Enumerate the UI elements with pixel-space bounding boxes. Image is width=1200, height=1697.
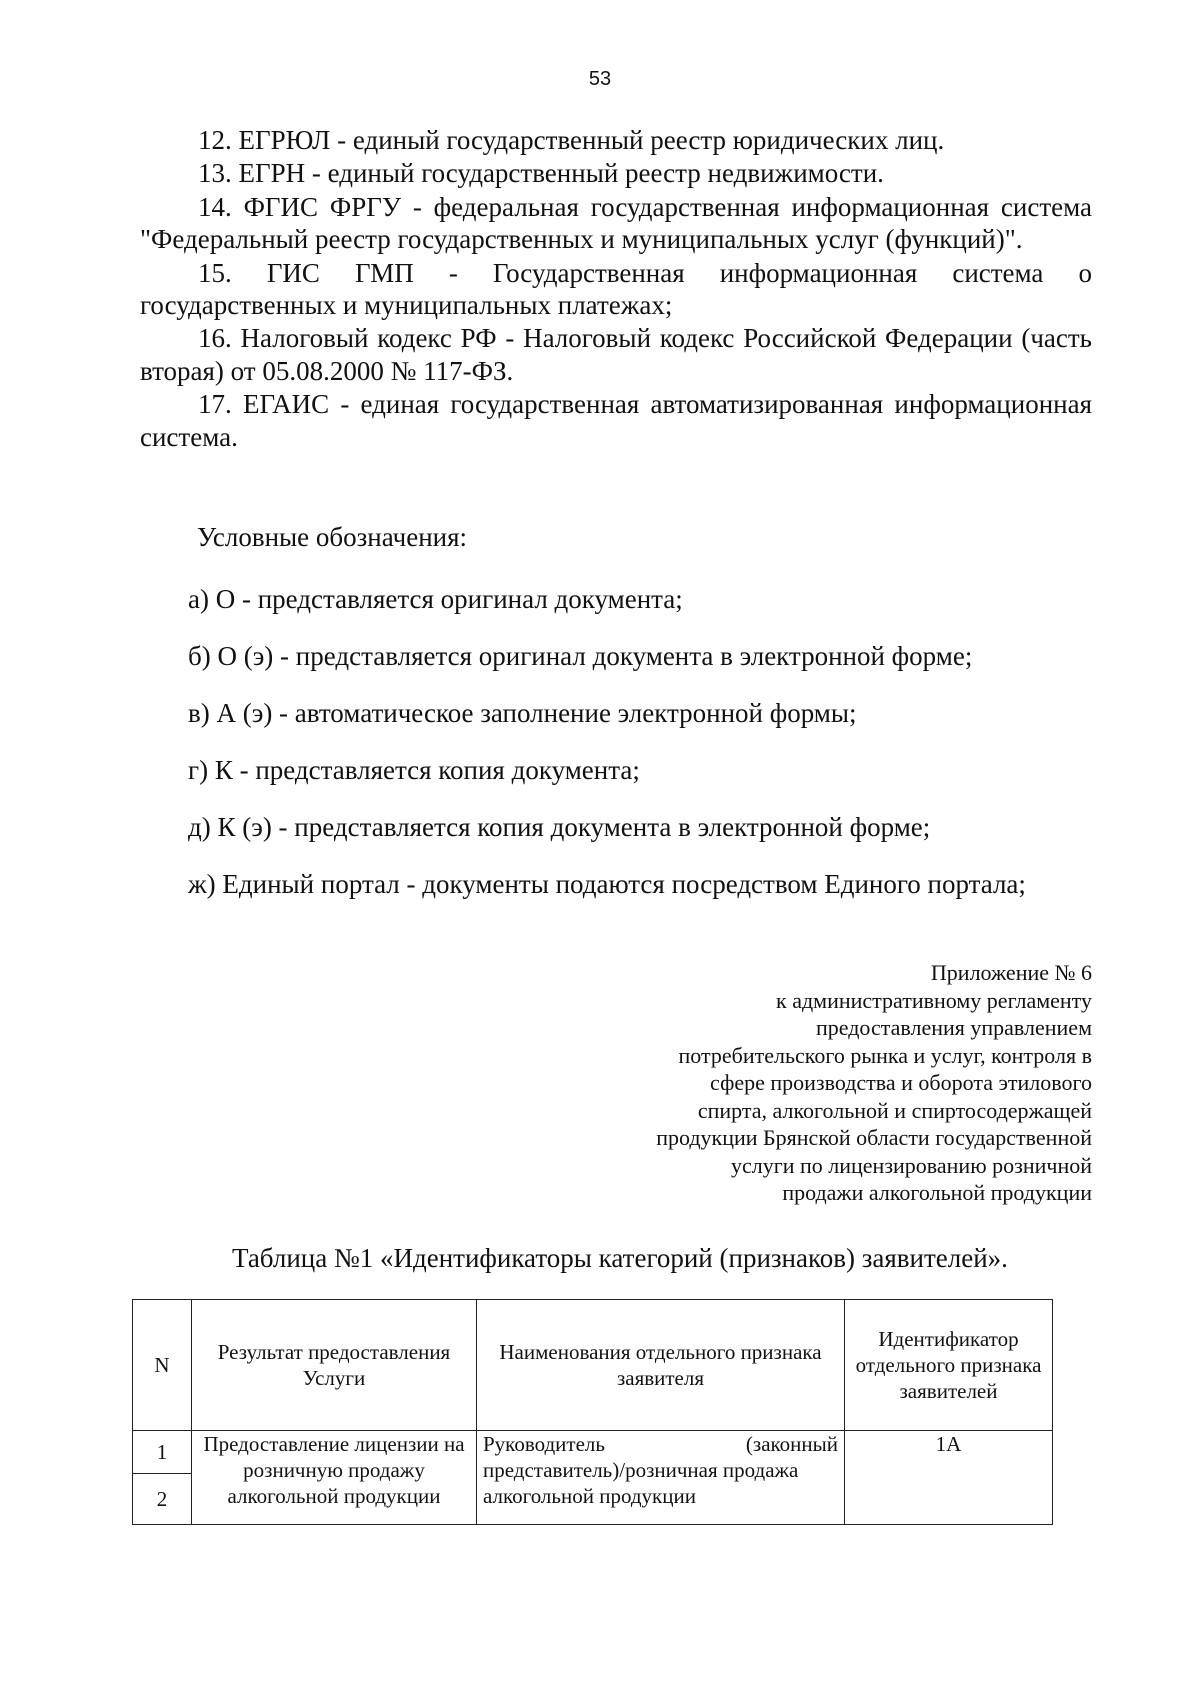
legend-item: ж) Единый портал - документы подаются посредством Единого портала; <box>188 869 1026 899</box>
legend-list <box>188 584 1026 926</box>
cell-identifier: 1А <box>845 1431 1053 1525</box>
abbreviation-16: 16. Налоговый кодекс РФ - Налоговый кодекс Российской Федерации (часть вторая) от 05.08.2000 № 117-ФЗ. <box>140 323 1092 386</box>
row-number-1: 1 <box>133 1431 192 1474</box>
cell-applicant-name-first-line <box>483 1431 838 1457</box>
abbreviation-14: 14. ФГИС ФРГУ - федеральная государственная информационная система "Федеральный реестр государственных и муниципальных услуг (функций)". <box>140 191 1092 255</box>
header-result: Результат предоставления Услуги <box>192 1300 477 1431</box>
table-header-row <box>133 1300 1053 1431</box>
abbreviations-list <box>140 124 1092 454</box>
appendix-note <box>572 959 1092 1207</box>
cell-applicant-name <box>477 1431 845 1525</box>
appendix-line: продажи алкогольной продукции <box>782 1180 1092 1205</box>
abbreviation-13: 13. ЕГРН - единый государственный реестр недвижимости. <box>198 158 884 189</box>
appendix-line: сфере производства и оборота этилового <box>710 1070 1092 1095</box>
row-number-2: 2 <box>133 1474 192 1525</box>
cell-applicant-word: (законный <box>745 1432 838 1456</box>
identifiers-table <box>132 1299 1053 1525</box>
appendix-line: продукции Брянской области государственной <box>656 1125 1092 1150</box>
cell-result: Предоставление лицензии на розничную продажу алкогольной продукции <box>192 1431 477 1525</box>
legend-item: а) О - представляется оригинал документа; <box>188 584 683 614</box>
page-number: 53 <box>588 68 612 90</box>
header-n: N <box>133 1300 192 1431</box>
legend-item: г) К - представляется копия документа; <box>188 755 640 785</box>
abbreviation-15: 15. ГИС ГМП - Государственная информационная система о государственных и муниципальных платежах; <box>140 257 1092 320</box>
appendix-line: спирта, алкогольной и спиртосодержащей <box>697 1097 1092 1123</box>
header-id: Идентификатор отдельного признака заявителей <box>845 1300 1053 1431</box>
abbreviation-17: 17. ЕГАИС - единая государственная автоматизированная информационная система. <box>140 389 1092 452</box>
appendix-line: предоставления управлением <box>815 1015 1092 1040</box>
appendix-line: потребительского рынка и услуг, контроля в <box>678 1042 1092 1068</box>
appendix-line: услуги по лицензированию розничной <box>730 1152 1092 1178</box>
legend-item: в) А (э) - автоматическое заполнение электронной формы; <box>188 698 857 728</box>
header-name: Наименования отдельного признака заявителя <box>477 1300 845 1431</box>
appendix-line: Приложение № 6 <box>930 960 1092 985</box>
table-row <box>133 1431 1053 1474</box>
abbreviation-12: 12. ЕГРЮЛ - единый государственный реестр юридических лиц. <box>198 125 945 155</box>
table-title: Таблица №1 «Идентификаторы категорий (признаков) заявителей». <box>232 1243 1008 1273</box>
legend-item: д) К (э) - представляется копия документа в электронной форме; <box>188 812 931 842</box>
cell-applicant-word: Руководитель <box>483 1432 605 1456</box>
legend-heading: Условные обозначения: <box>197 522 468 552</box>
legend-item: б) О (э) - представляется оригинал документа в электронной форме; <box>188 641 973 671</box>
cell-applicant-name-rest: представитель)/розничная продажа алкогольной продукции <box>483 1458 799 1508</box>
appendix-line: к административному регламенту <box>776 987 1092 1013</box>
